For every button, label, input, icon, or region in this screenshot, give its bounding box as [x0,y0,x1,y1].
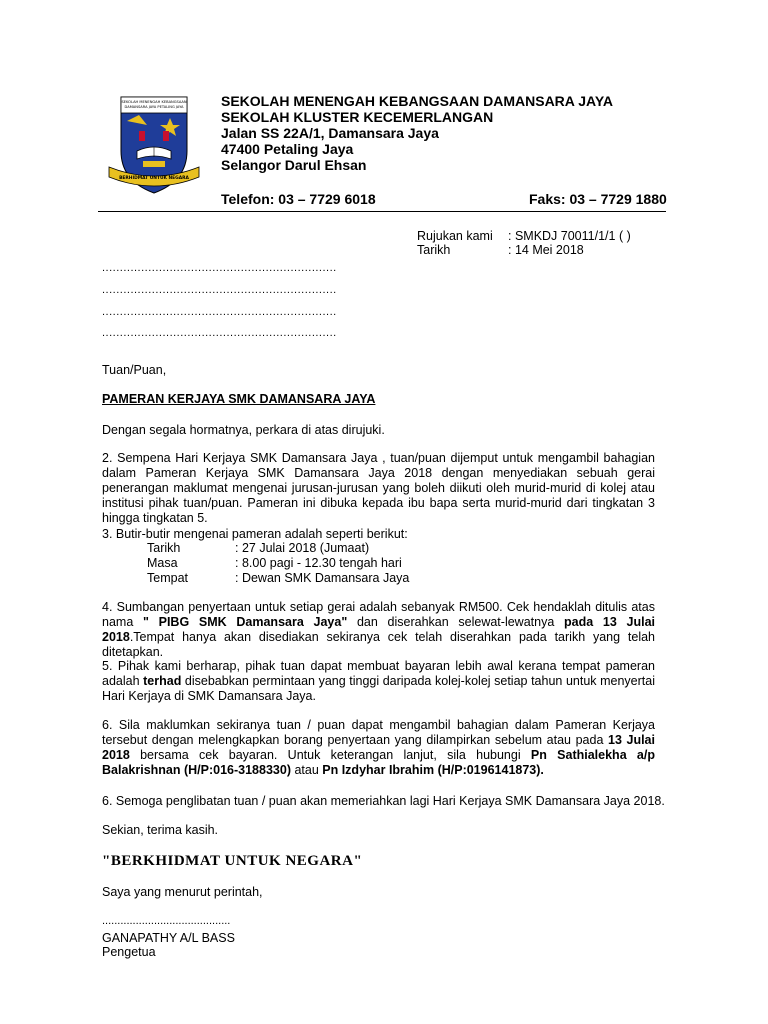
detail-label-time: Masa [147,556,178,570]
detail-value-date: : 27 Julai 2018 (Jumaat) [235,541,370,555]
address-line-3: Selangor Darul Ehsan [221,157,367,173]
detail-label-venue: Tempat [147,571,188,585]
date-label: Tarikh [417,243,451,257]
recipient-address-line: .................................................................. [102,284,337,296]
detail-label-date: Tarikh [147,541,181,555]
school-crest-logo [107,93,201,197]
paragraph-6-participation: 6. Sila maklumkan sekiranya tuan / puan dapat mengambil bahagian dalam Pameran Kerjaya tersebut dengan melengkapkan borang penyertaan yang dilampirkan sebelum atau pada 13 Julai 2018 bersama cek bayaran. Untuk keterangan lanjut, sila hubungi Pn Sathialekha a/p Balakrishnan (H/P:016-3188330) atau Pn Izdyhar Ibrahim (H/P:0196141873). [102,718,655,777]
header-divider [98,211,666,212]
svg-text:DAMANSARA JAYA PETALING JAYA: DAMANSARA JAYA PETALING JAYA [124,105,184,109]
signature-line: .......................................... [102,915,231,927]
date-value: : 14 Mei 2018 [508,243,584,257]
salutation: Tuan/Puan, [102,363,167,377]
signatory-name: GANAPATHY A/L BASS [102,931,235,945]
svg-text:BERHIDMAT UNTUK NEGARA: BERHIDMAT UNTUK NEGARA [119,176,189,181]
fax-number: Faks: 03 – 7729 1880 [529,191,667,207]
phone-number: Telefon: 03 – 7729 6018 [221,191,376,207]
paragraph-5: 5. Pihak kami berharap, pihak tuan dapat membuat bayaran lebih awal kerana tempat pameran adalah terhad disebabkan permintaan yang tinggi daripada kolej-kolej setiap tahun untuk menyertai Hari Kerjaya di SMK Damansara Jaya. [102,659,655,703]
detail-value-venue: : Dewan SMK Damansara Jaya [235,571,410,585]
letter-subject: PAMERAN KERJAYA SMK DAMANSARA JAYA [102,392,376,406]
paragraph-6-closing-wish: 6. Semoga penglibatan tuan / puan akan memeriahkan lagi Hari Kerjaya SMK Damansara Jaya 2018. [102,794,665,808]
reference-label: Rujukan kami [417,229,493,243]
recipient-address-line: .................................................................. [102,262,337,274]
recipient-address-line: .................................................................. [102,306,337,318]
address-line-2: 47400 Petaling Jaya [221,141,354,157]
school-name: SEKOLAH MENENGAH KEBANGSAAN DAMANSARA JAYA [221,93,614,109]
reference-value: : SMKDJ 70011/1/1 ( ) [508,229,631,243]
svg-text:SEKOLAH MENENGAH KEBANGSAAN: SEKOLAH MENENGAH KEBANGSAAN [121,100,187,104]
paragraph-4: 4. Sumbangan penyertaan untuk setiap gerai adalah sebanyak RM500. Cek hendaklah ditulis atas nama " PIBG SMK Damansara Jaya" dan diserahkan selewat-lewatnya pada 13 Julai 2018.Tempat hanya akan disediakan sekiranya cek telah diserahkan pada tarikh yang telah ditetapkan. [102,600,655,659]
recipient-address-line: .................................................................. [102,327,337,339]
school-cluster: SEKOLAH KLUSTER KECEMERLANGAN [221,109,494,125]
paragraph-3-intro: 3. Butir-butir mengenai pameran adalah seperti berikut: [102,527,408,541]
closing-line: Sekian, terima kasih. [102,823,219,837]
signoff-line: Saya yang menurut perintah, [102,885,263,899]
paragraph-2: 2. Sempena Hari Kerjaya SMK Damansara Jaya , tuan/puan dijemput untuk mengambil bahagian dalam Pameran Kerjaya SMK Damansara Jaya 2018 dengan menyediakan sebuah gerai penerangan maklumat mengenai jurusan-jurusan yang boleh diikuti oleh murid-murid di kolej atau institusi pihak tuan/puan. Pameran ini dibuka kepada ibu bapa serta murid-murid dari tingkatan 3 hingga tingkatan 5. [102,451,655,525]
signatory-title: Pengetua [102,945,156,959]
address-line-1: Jalan SS 22A/1, Damansara Jaya [221,125,439,141]
school-motto: "BERKHIDMAT UNTUK NEGARA" [102,853,363,869]
detail-value-time: : 8.00 pagi - 12.30 tengah hari [235,556,402,570]
opening-line: Dengan segala hormatnya, perkara di atas dirujuki. [102,423,385,437]
